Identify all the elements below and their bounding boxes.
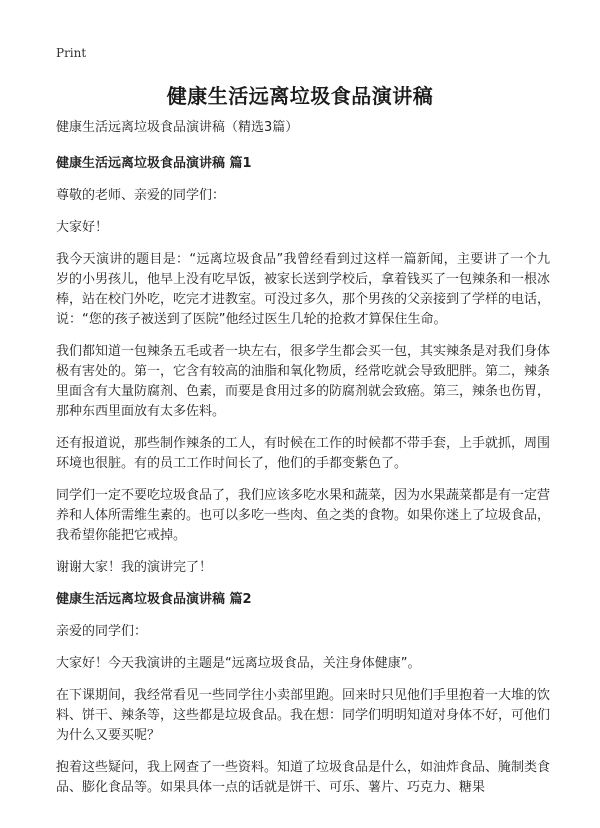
section-heading: 健康生活远离垃圾食品演讲稿 篇2 — [56, 592, 252, 607]
print-link[interactable]: Print — [56, 46, 87, 60]
paragraph: 尊敬的老师、亲爱的同学们： — [56, 188, 226, 203]
article-subtitle: 健康生活远离垃圾食品演讲稿（精选3篇） — [56, 120, 299, 135]
paragraph: 我们都知道一包辣条五毛或者一块左右，很多学生都会买一包，其实辣条是对我们身体极有害处的。第一，它含有较高的油脂和氧化物质，经常吃就会导致肥胖。第二，辣条里面含有大量防腐剂、色素，而要是食用过多的防腐剂就会致癌。第三，辣条也伤胃，那种东西里面放有太多佐料。 — [56, 344, 551, 419]
article-body — [56, 118, 550, 810]
paragraph: 大家好！今天我演讲的主题是“远离垃圾食品，关注身体健康”。 — [56, 656, 421, 671]
paragraph: 抱着这些疑问，我上网查了一些资料。知道了垃圾食品是什么，如油炸食品、腌制类食品、膨化食品等。如果具体一点的话就是饼干、可乐、薯片、巧克力、糖果 — [56, 760, 551, 795]
section-1 — [56, 154, 550, 578]
paragraph: 大家好！ — [56, 220, 109, 235]
paragraph: 谢谢大家！我的演讲完了！ — [56, 560, 213, 575]
section-heading: 健康生活远离垃圾食品演讲稿 篇1 — [56, 156, 252, 171]
paragraph: 在下课期间，我经常看见一些同学往小卖部里跑。回来时只见他们手里抱着一大堆的饮料、饼干、辣条等，这些都是垃圾食品。我在想：同学们明明知道对身体不好，可他们为什么又要买呢？ — [56, 688, 551, 743]
paragraph: 还有报道说，那些制作辣条的工人，有时候在工作的时候都不带手套，上手就抓，周围环境也很脏。有的员工工作时间长了，他们的手都变紫色了。 — [56, 436, 551, 471]
paragraph: 我今天演讲的题目是：“远离垃圾食品”我曾经看到过这样一篇新闻，主要讲了一个九岁的小男孩儿，他早上没有吃早饭，被家长送到学校后，拿着钱买了一包辣条和一根冰棒，站在校门外吃，吃完才进教室。可没过多久，那个男孩的父亲接到了学样的电话，说：“您的孩子被送到了医院”他经过医生几轮的抢救才算保住生命。 — [56, 252, 551, 327]
paragraph: 亲爱的同学们： — [56, 624, 148, 639]
paragraph: 同学们一定不要吃垃圾食品了，我们应该多吃水果和蔬菜，因为水果蔬菜都是有一定营养和人体所需维生素的。也可以多吃一些肉、鱼之类的食物。如果你迷上了垃圾食品，我希望你能把它戒掉。 — [56, 488, 551, 543]
section-2 — [56, 590, 550, 798]
page-title: 健康生活远离垃圾食品演讲稿 — [166, 84, 434, 108]
